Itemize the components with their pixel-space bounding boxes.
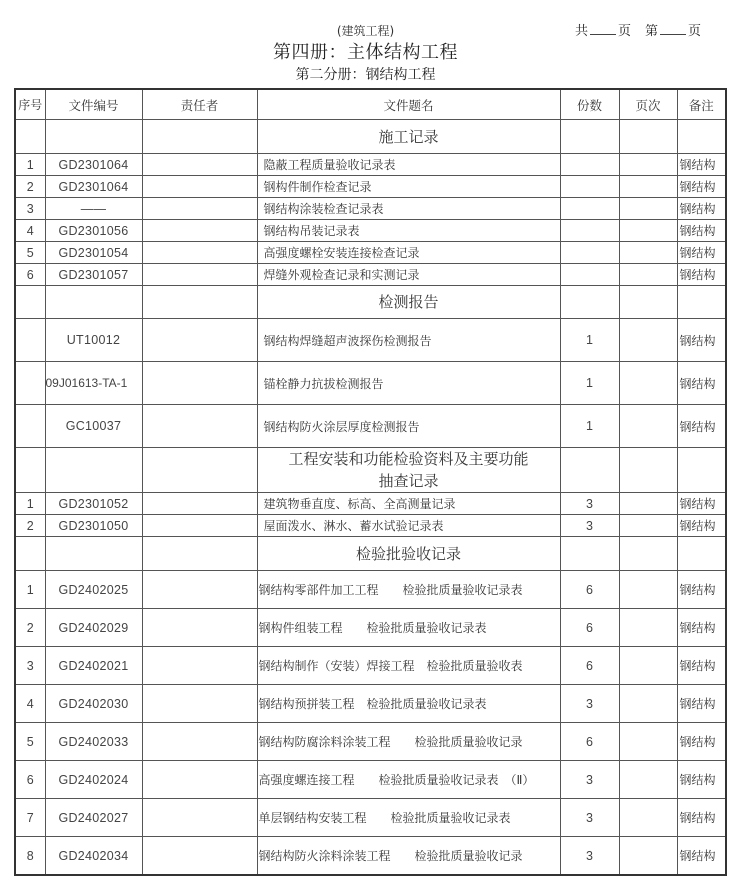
cell-owner bbox=[142, 837, 257, 876]
table-row bbox=[15, 609, 726, 647]
section-title-line2: 抽查记录 bbox=[378, 472, 439, 490]
cell-copies: 3 bbox=[560, 761, 619, 799]
cell-remark: 钢结构 bbox=[677, 571, 726, 609]
cell-code: GD2402034 bbox=[45, 837, 142, 876]
cell-title: 钢结构预拼装工程 检验批质量验收记录表 bbox=[257, 685, 560, 723]
cell-pages bbox=[619, 362, 677, 405]
document-index-table bbox=[14, 88, 727, 876]
table-row bbox=[15, 242, 726, 264]
cell-owner bbox=[142, 685, 257, 723]
col-header-owner: 责任者 bbox=[142, 89, 257, 120]
cell-pages bbox=[619, 220, 677, 242]
cell-owner bbox=[142, 220, 257, 242]
cell-owner bbox=[142, 723, 257, 761]
cell-pages bbox=[619, 319, 677, 362]
total-pages-suffix: 页 bbox=[618, 24, 632, 39]
cell-pages bbox=[619, 515, 677, 537]
cell-no: 1 bbox=[15, 154, 45, 176]
cell-title: 钢结构焊缝超声波探伤检测报告 bbox=[257, 319, 560, 362]
cell-remark: 钢结构 bbox=[677, 723, 726, 761]
table-row bbox=[15, 723, 726, 761]
cell-copies bbox=[560, 264, 619, 286]
cell-title: 钢结构防腐涂料涂装工程 检验批质量验收记录 bbox=[257, 723, 560, 761]
cell-code: UT10012 bbox=[45, 319, 142, 362]
cell-copies: 1 bbox=[560, 362, 619, 405]
cell-no: 1 bbox=[15, 493, 45, 515]
cell-remark: 钢结构 bbox=[677, 761, 726, 799]
cell-no: 3 bbox=[15, 198, 45, 220]
cell-copies: 3 bbox=[560, 799, 619, 837]
cell-copies: 3 bbox=[560, 685, 619, 723]
cell-copies: 6 bbox=[560, 609, 619, 647]
col-header-no: 序号 bbox=[15, 89, 45, 120]
section-title: 施工记录 bbox=[257, 120, 560, 154]
cell-no: 3 bbox=[15, 647, 45, 685]
col-header-title: 文件题名 bbox=[257, 89, 560, 120]
cell-remark: 钢结构 bbox=[677, 493, 726, 515]
table-row bbox=[15, 685, 726, 723]
cell-copies bbox=[560, 220, 619, 242]
cell-code: GD2301054 bbox=[45, 242, 142, 264]
col-header-code: 文件编号 bbox=[45, 89, 142, 120]
cell-owner bbox=[142, 647, 257, 685]
cell-no: 4 bbox=[15, 685, 45, 723]
table-row bbox=[15, 647, 726, 685]
cell-remark: 钢结构 bbox=[677, 176, 726, 198]
section-title: 检测报告 bbox=[257, 286, 560, 319]
table-row bbox=[15, 837, 726, 876]
section-row-test-reports bbox=[15, 286, 726, 319]
cell-no: 6 bbox=[15, 761, 45, 799]
col-header-remark: 备注 bbox=[677, 89, 726, 120]
cell-remark: 钢结构 bbox=[677, 515, 726, 537]
cell-title: 屋面泼水、淋水、蓄水试验记录表 bbox=[257, 515, 560, 537]
cell-code: GD2301064 bbox=[45, 154, 142, 176]
cell-no: 4 bbox=[15, 220, 45, 242]
section-row-construction-records bbox=[15, 120, 726, 154]
cell-owner bbox=[142, 362, 257, 405]
cell-remark: 钢结构 bbox=[677, 362, 726, 405]
cell-code: —— bbox=[45, 198, 142, 220]
col-header-copies: 份数 bbox=[560, 89, 619, 120]
page-counter bbox=[575, 20, 701, 39]
cell-title: 钢构件制作检查记录 bbox=[257, 176, 560, 198]
cell-code: GD2402024 bbox=[45, 761, 142, 799]
cell-pages bbox=[619, 176, 677, 198]
section-title: 检验批验收记录 bbox=[257, 537, 560, 571]
cell-copies bbox=[560, 176, 619, 198]
subvolume-title: 第二分册：钢结构工程 bbox=[295, 67, 436, 83]
document-category: (建筑工程) bbox=[336, 24, 395, 38]
cell-code: GD2402025 bbox=[45, 571, 142, 609]
table-row bbox=[15, 493, 726, 515]
cell-title: 钢结构零部件加工工程 检验批质量验收记录表 bbox=[257, 571, 560, 609]
cell-copies bbox=[560, 154, 619, 176]
cell-pages bbox=[619, 198, 677, 220]
cell-pages bbox=[619, 405, 677, 448]
cell-owner bbox=[142, 493, 257, 515]
cell-no: 2 bbox=[15, 515, 45, 537]
cell-remark: 钢结构 bbox=[677, 154, 726, 176]
cell-title: 钢结构涂装检查记录表 bbox=[257, 198, 560, 220]
cell-copies bbox=[560, 198, 619, 220]
cell-remark: 钢结构 bbox=[677, 799, 726, 837]
cell-remark: 钢结构 bbox=[677, 220, 726, 242]
cell-no: 5 bbox=[15, 242, 45, 264]
cell-remark: 钢结构 bbox=[677, 242, 726, 264]
col-header-pages: 页次 bbox=[619, 89, 677, 120]
cell-title: 焊缝外观检查记录和实测记录 bbox=[257, 264, 560, 286]
cell-no: 8 bbox=[15, 837, 45, 876]
cell-owner bbox=[142, 405, 257, 448]
current-page-suffix: 页 bbox=[688, 24, 702, 39]
cell-copies: 6 bbox=[560, 571, 619, 609]
cell-remark: 钢结构 bbox=[677, 319, 726, 362]
cell-title: 建筑物垂直度、标高、全高测量记录 bbox=[257, 493, 560, 515]
cell-title: 隐蔽工程质量验收记录表 bbox=[257, 154, 560, 176]
cell-owner bbox=[142, 176, 257, 198]
cell-pages bbox=[619, 154, 677, 176]
table-row bbox=[15, 220, 726, 242]
current-page-blank[interactable] bbox=[660, 22, 686, 35]
section-title bbox=[257, 448, 560, 493]
cell-pages bbox=[619, 685, 677, 723]
total-pages-label: 共 bbox=[575, 24, 589, 39]
cell-no: 6 bbox=[15, 264, 45, 286]
cell-remark: 钢结构 bbox=[677, 685, 726, 723]
cell-code: GC10037 bbox=[45, 405, 142, 448]
section-title-line1: 工程安装和功能检验资料及主要功能 bbox=[288, 450, 529, 468]
cell-pages bbox=[619, 493, 677, 515]
cell-copies: 6 bbox=[560, 723, 619, 761]
cell-code: GD2301056 bbox=[45, 220, 142, 242]
current-page-label: 第 bbox=[645, 24, 659, 39]
table-row bbox=[15, 405, 726, 448]
table-row bbox=[15, 264, 726, 286]
cell-pages bbox=[619, 609, 677, 647]
table-row bbox=[15, 571, 726, 609]
cell-owner bbox=[142, 609, 257, 647]
table-row bbox=[15, 761, 726, 799]
cell-owner bbox=[142, 242, 257, 264]
cell-code: GD2301057 bbox=[45, 264, 142, 286]
cell-pages bbox=[619, 761, 677, 799]
cell-copies: 1 bbox=[560, 319, 619, 362]
table-row bbox=[15, 154, 726, 176]
cell-pages bbox=[619, 723, 677, 761]
cell-code: GD2402027 bbox=[45, 799, 142, 837]
cell-title: 钢结构制作（安装）焊接工程 检验批质量验收表 bbox=[257, 647, 560, 685]
cell-code: 09J01613-TA-1 bbox=[45, 362, 142, 405]
cell-owner bbox=[142, 761, 257, 799]
cell-no: 7 bbox=[15, 799, 45, 837]
cell-title: 锚栓静力抗拔检测报告 bbox=[257, 362, 560, 405]
cell-copies: 6 bbox=[560, 647, 619, 685]
cell-pages bbox=[619, 799, 677, 837]
cell-copies bbox=[560, 242, 619, 264]
volume-title: 第四册：主体结构工程 bbox=[273, 42, 458, 63]
cell-pages bbox=[619, 647, 677, 685]
cell-title: 高强度螺连接工程 检验批质量验收记录表 （Ⅱ） bbox=[257, 761, 560, 799]
cell-remark: 钢结构 bbox=[677, 837, 726, 876]
section-row-inspection-lot-acceptance bbox=[15, 537, 726, 571]
table-row bbox=[15, 799, 726, 837]
table-row bbox=[15, 319, 726, 362]
table-row bbox=[15, 362, 726, 405]
table-row bbox=[15, 515, 726, 537]
cell-no: 2 bbox=[15, 609, 45, 647]
cell-owner bbox=[142, 799, 257, 837]
cell-code: GD2301050 bbox=[45, 515, 142, 537]
cell-remark: 钢结构 bbox=[677, 198, 726, 220]
cell-owner bbox=[142, 264, 257, 286]
cell-owner bbox=[142, 319, 257, 362]
cell-pages bbox=[619, 242, 677, 264]
cell-code: GD2402033 bbox=[45, 723, 142, 761]
cell-owner bbox=[142, 571, 257, 609]
cell-owner bbox=[142, 198, 257, 220]
table-row bbox=[15, 198, 726, 220]
cell-no: 1 bbox=[15, 571, 45, 609]
cell-pages bbox=[619, 571, 677, 609]
cell-copies: 3 bbox=[560, 837, 619, 876]
section-row-function-inspection bbox=[15, 448, 726, 493]
cell-no bbox=[15, 405, 45, 448]
cell-code: GD2301064 bbox=[45, 176, 142, 198]
cell-remark: 钢结构 bbox=[677, 405, 726, 448]
cell-remark: 钢结构 bbox=[677, 609, 726, 647]
cell-owner bbox=[142, 154, 257, 176]
cell-title: 钢结构吊装记录表 bbox=[257, 220, 560, 242]
cell-code: GD2402021 bbox=[45, 647, 142, 685]
table-row bbox=[15, 176, 726, 198]
cell-pages bbox=[619, 837, 677, 876]
cell-code: GD2402030 bbox=[45, 685, 142, 723]
cell-owner bbox=[142, 515, 257, 537]
total-pages-blank[interactable] bbox=[590, 22, 616, 35]
cell-title: 单层钢结构安装工程 检验批质量验收记录表 bbox=[257, 799, 560, 837]
cell-no bbox=[15, 319, 45, 362]
cell-code: GD2301052 bbox=[45, 493, 142, 515]
cell-copies: 3 bbox=[560, 493, 619, 515]
cell-pages bbox=[619, 264, 677, 286]
cell-title: 钢结构防火涂料涂装工程 检验批质量验收记录 bbox=[257, 837, 560, 876]
cell-no bbox=[15, 362, 45, 405]
cell-title: 高强度螺栓安装连接检查记录 bbox=[257, 242, 560, 264]
cell-no: 5 bbox=[15, 723, 45, 761]
cell-remark: 钢结构 bbox=[677, 647, 726, 685]
cell-no: 2 bbox=[15, 176, 45, 198]
cell-remark: 钢结构 bbox=[677, 264, 726, 286]
cell-title: 钢结构防火涂层厚度检测报告 bbox=[257, 405, 560, 448]
cell-code: GD2402029 bbox=[45, 609, 142, 647]
cell-copies: 1 bbox=[560, 405, 619, 448]
cell-copies: 3 bbox=[560, 515, 619, 537]
cell-title: 钢构件组装工程 检验批质量验收记录表 bbox=[257, 609, 560, 647]
table-header-row bbox=[15, 89, 726, 120]
